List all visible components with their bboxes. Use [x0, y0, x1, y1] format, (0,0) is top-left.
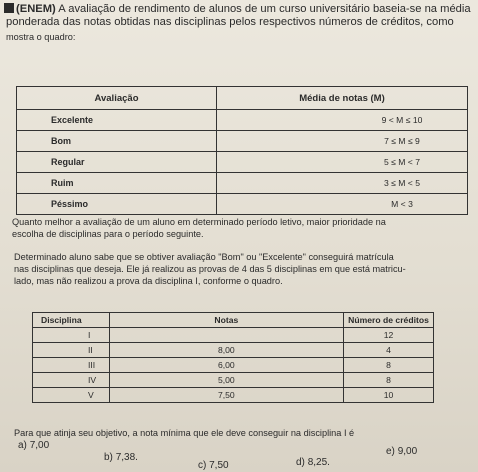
option-value: 7,00 — [29, 440, 50, 451]
table-row — [17, 131, 468, 152]
paragraph1-text-1: Quanto melhor a avaliação de um aluno em determinado período letivo, maior prioridade na — [12, 217, 386, 227]
paragraph2-text-2: nas disciplinas que deseja. Ele já realizou as provas de 4 das 5 disciplinas em que está matricu- — [14, 264, 406, 274]
table2-cell-creditos: 4 — [344, 343, 434, 358]
table1-cell-avaliacao: Ruim — [17, 173, 217, 194]
table2-cell-nota: 6,00 — [109, 358, 343, 373]
question-line-1 — [4, 3, 471, 16]
table2-cell-disciplina: II — [33, 343, 110, 358]
table1-cell-media: 3 ≤ M < 5 — [217, 173, 468, 194]
answer-option-a[interactable] — [18, 440, 49, 451]
grades-table — [32, 312, 434, 403]
table-row — [33, 328, 434, 343]
question-text-3: mostra o quadro: — [6, 32, 76, 42]
table1-cell-avaliacao: Péssimo — [17, 194, 217, 215]
table2-header-notas: Notas — [109, 313, 343, 328]
table2-cell-nota — [109, 328, 343, 343]
option-letter: e) — [386, 446, 395, 457]
question-number-marker — [4, 3, 14, 13]
option-value: 7,38. — [115, 452, 138, 463]
table-row — [17, 194, 468, 215]
table2-cell-nota: 7,50 — [109, 388, 343, 403]
table1-header-avaliacao: Avaliação — [17, 87, 217, 110]
answer-option-d[interactable] — [296, 457, 330, 468]
table2-cell-disciplina: IV — [33, 373, 110, 388]
table2-cell-nota: 5,00 — [109, 373, 343, 388]
table-row — [17, 173, 468, 194]
question-prompt-line — [14, 427, 354, 440]
option-letter: a) — [18, 440, 27, 451]
table2-cell-disciplina: V — [33, 388, 110, 403]
paragraph2-text-3: lado, mas não realizou a prova da disciplina I, conforme o quadro. — [14, 276, 283, 286]
table2-cell-creditos: 12 — [344, 328, 434, 343]
evaluation-table — [16, 86, 468, 215]
question-text-2: ponderada das notas obtidas nas disciplinas pelos respectivos números de créditos, como — [6, 16, 454, 28]
table2-cell-creditos: 8 — [344, 373, 434, 388]
table1-cell-avaliacao: Excelente — [17, 110, 217, 131]
table-row — [17, 152, 468, 173]
table-row — [33, 358, 434, 373]
question-prompt-text: Para que atinja seu objetivo, a nota mínima que ele deve conseguir na disciplina I é — [14, 428, 355, 438]
question-text-1: A avaliação de rendimento de alunos de um curso universitário baseia-se na média — [58, 3, 471, 15]
paragraph2-text-1: Determinado aluno sabe que se obtiver avaliação "Bom" ou "Excelente" conseguirá matrícula — [14, 252, 394, 262]
question-source: (ENEM) — [16, 3, 56, 15]
question-line-3 — [6, 31, 75, 44]
table2-cell-creditos: 8 — [344, 358, 434, 373]
table2-header-creditos: Número de créditos — [344, 313, 434, 328]
question-line-2 — [6, 16, 454, 29]
paragraph-1-line-2 — [12, 228, 204, 241]
table2-header-disciplina: Disciplina — [33, 313, 110, 328]
answer-option-b[interactable] — [104, 452, 138, 463]
table1-cell-media: 7 ≤ M ≤ 9 — [217, 131, 468, 152]
table2-cell-disciplina: I — [33, 328, 110, 343]
paragraph1-text-2: escolha de disciplinas para o período seguinte. — [12, 229, 204, 239]
table2-cell-disciplina: III — [33, 358, 110, 373]
option-letter: c) — [198, 460, 207, 471]
option-value: 7,50 — [209, 460, 229, 471]
table2-cell-creditos: 10 — [344, 388, 434, 403]
answer-option-e[interactable] — [386, 446, 417, 457]
table2-cell-nota: 8,00 — [109, 343, 343, 358]
option-value: 9,00 — [397, 446, 418, 457]
table-row — [33, 343, 434, 358]
table1-cell-media: 5 ≤ M < 7 — [217, 152, 468, 173]
option-letter: b) — [104, 452, 113, 463]
table1-cell-avaliacao: Bom — [17, 131, 217, 152]
table-row — [17, 110, 468, 131]
table1-cell-media: M < 3 — [217, 194, 468, 215]
table1-cell-media: 9 < M ≤ 10 — [217, 110, 468, 131]
paragraph-2-line-3 — [14, 275, 283, 288]
option-letter: d) — [296, 457, 305, 468]
table-row — [33, 388, 434, 403]
answer-option-c[interactable] — [198, 460, 229, 471]
table-row — [33, 373, 434, 388]
table1-cell-avaliacao: Regular — [17, 152, 217, 173]
option-value: 8,25. — [307, 457, 330, 468]
table1-header-media: Média de notas (M) — [217, 87, 468, 110]
